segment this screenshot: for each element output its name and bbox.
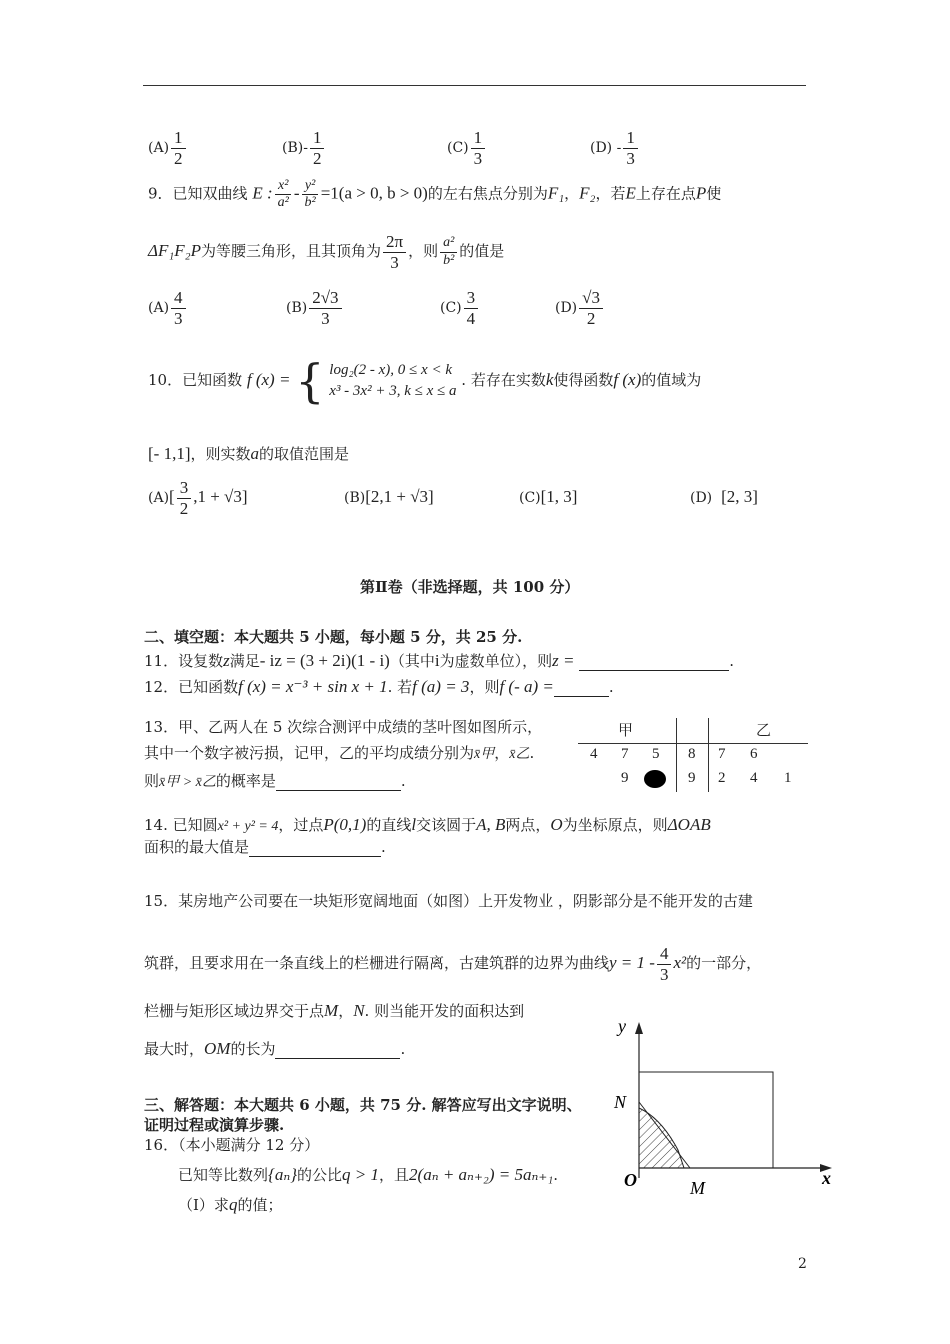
q16-statement: 已知等比数列{aₙ}的公比q > 1，且2(aₙ + aₙ₊₂) = 5aₙ₊₁. [178, 1165, 559, 1184]
q12-answer-blank[interactable] [554, 696, 609, 697]
q13-line2: 其中一个数字被污损，记甲，乙的平均成绩分别为x̄甲，x̄乙. [144, 744, 535, 762]
q11-answer-blank[interactable] [579, 670, 729, 671]
stemleaf-head-left: 甲 [618, 721, 634, 739]
q9-option-a: (A) $\frac{4}{3}$ [148, 288, 188, 328]
q9-option-c: (C) $\frac{3}{4}$ [440, 288, 480, 328]
fig-label-o: O [624, 1170, 637, 1190]
stemleaf-leaf: 1 [784, 770, 792, 786]
ancient-buildings-region [639, 1108, 684, 1168]
q13-line3: 则x̄甲 > x̄乙的概率是 . [144, 772, 406, 790]
q10-option-d: (D) [2, 3] [690, 487, 758, 506]
section3-title-line1: 三、解答题：本大题共 6 小题，共 75 分. 解答应写出文字说明、 [144, 1096, 582, 1114]
fig-label-x: x [822, 1168, 831, 1188]
q9-option-b: (B) $\frac{2√3}{3}$ [286, 288, 344, 328]
q8-option-c: (C) $\frac{1}{3}$ [447, 128, 487, 168]
q14-line1: 14. 已知圆x² + y² = 4，过点P(0,1)的直线l交该圆于A, B两点，O为坐标原点，则ΔOAB [144, 815, 711, 834]
fig-label-n: N [614, 1092, 627, 1112]
q15-answer-blank[interactable] [275, 1058, 400, 1059]
q16-head: 16．（本小题满分 12 分） [144, 1136, 320, 1154]
stemleaf-leaf: 4 [750, 770, 758, 786]
q16-part1: （Ⅰ）求q的值； [178, 1195, 283, 1214]
q10-option-b: (B)[2,1 + √3] [344, 487, 434, 506]
stemleaf-leaf: 2 [718, 770, 726, 786]
q10-option-c: (C)[1, 3] [519, 487, 578, 506]
fig-label-y: y [618, 1016, 626, 1036]
stem-leaf-plot [578, 714, 808, 794]
section2-title: 二、填空题：本大题共 5 小题，每小题 5 分，共 25 分. [144, 628, 523, 646]
q9-line2: ΔF₁F₂P为等腰三角形，且其顶角为 $\frac{2\pi}{3}$ ，则 $\frac{\text{a²}}{\text{b²}}$ 的值是 [148, 232, 505, 272]
fig-label-m: M [690, 1178, 705, 1198]
q13-answer-blank[interactable] [276, 790, 401, 791]
q15-line4: 最大时，OM的长为 . [144, 1039, 406, 1058]
q14-answer-blank[interactable] [249, 856, 381, 857]
smudge-blot [644, 770, 666, 788]
page-number: 2 [798, 1256, 807, 1272]
stemleaf-leaf: 5 [652, 746, 660, 762]
q12: 12．已知函数f (x) = x⁻³ + sin x + 1. 若f (a) = 3，则f (- a) = . [144, 677, 614, 696]
q8-option-b: (B)- $\frac{1}{2}$ [282, 128, 326, 168]
q15-line2: 筑群，且要求用在一条直线上的栏栅进行隔离，古建筑群的边界为曲线y = 1 - $\frac{4}{3}$ x²的一部分， [144, 944, 762, 984]
y-axis-arrow-icon [635, 1022, 643, 1034]
q10-line2: [- 1,1]，则实数a的取值范围是 [148, 444, 350, 463]
q9-option-d: (D) $\frac{√3}{2}$ [555, 288, 605, 328]
stemleaf-leaf: 9 [621, 770, 629, 786]
q10-option-a: (A)[ $\frac{3}{2}$ ,1 + √3] [148, 478, 248, 518]
stemleaf-head-right: 乙 [756, 721, 772, 739]
q13-line1: 13．甲、乙两人在 5 次综合测评中成绩的茎叶图如图所示， [144, 718, 543, 736]
stemleaf-leaf: 7 [621, 746, 629, 762]
stemleaf-leaf: 6 [750, 746, 758, 762]
q14-line2: 面积的最大值是 . [144, 838, 386, 856]
q10-line1: 10．已知函数 f (x) = { log₂(2 - x), 0 ≤ x < k x³ - 3x² + 3, k ≤ x ≤ a . 若存在实数k使得函数f (x)的值域为 [148, 354, 702, 408]
q8-option-a: (A) $\frac{1}{2}$ [148, 128, 188, 168]
q15-line3: 栏栅与矩形区域边界交于点M，N. 则当能开发的面积达到 [144, 1001, 525, 1020]
stemleaf-leaf: 4 [590, 746, 598, 762]
stemleaf-stem: 9 [688, 770, 696, 786]
header-rule [143, 85, 806, 86]
stemleaf-leaf: 7 [718, 746, 726, 762]
stemleaf-stem: 8 [688, 746, 696, 762]
part2-title: 第Ⅱ卷（非选择题，共 100 分） [360, 578, 580, 596]
q15-line1: 15．某房地产公司要在一块矩形宽阔地面（如图）上开发物业 ，阴影部分是不能开发的古建 [144, 892, 753, 910]
q11: 11．设复数z满足- iz = (3 + 2i)(1 - i)（其中i为虚数单位），则z = . [144, 651, 735, 670]
q8-option-d: (D) - $\frac{1}{3}$ [590, 128, 640, 168]
q15-figure [606, 1010, 846, 1200]
q9-line1: 9．已知双曲线 E : $\frac{\text{x²}}{\text{a²}}$ - $\frac{\text{y²}}{\text{b²}}$ =1(a > 0, b > 0)的左右焦点分别为F₁，F₂，若E上存在点P使 [148, 178, 722, 211]
section3-title-line2: 证明过程或演算步骤. [144, 1116, 285, 1134]
